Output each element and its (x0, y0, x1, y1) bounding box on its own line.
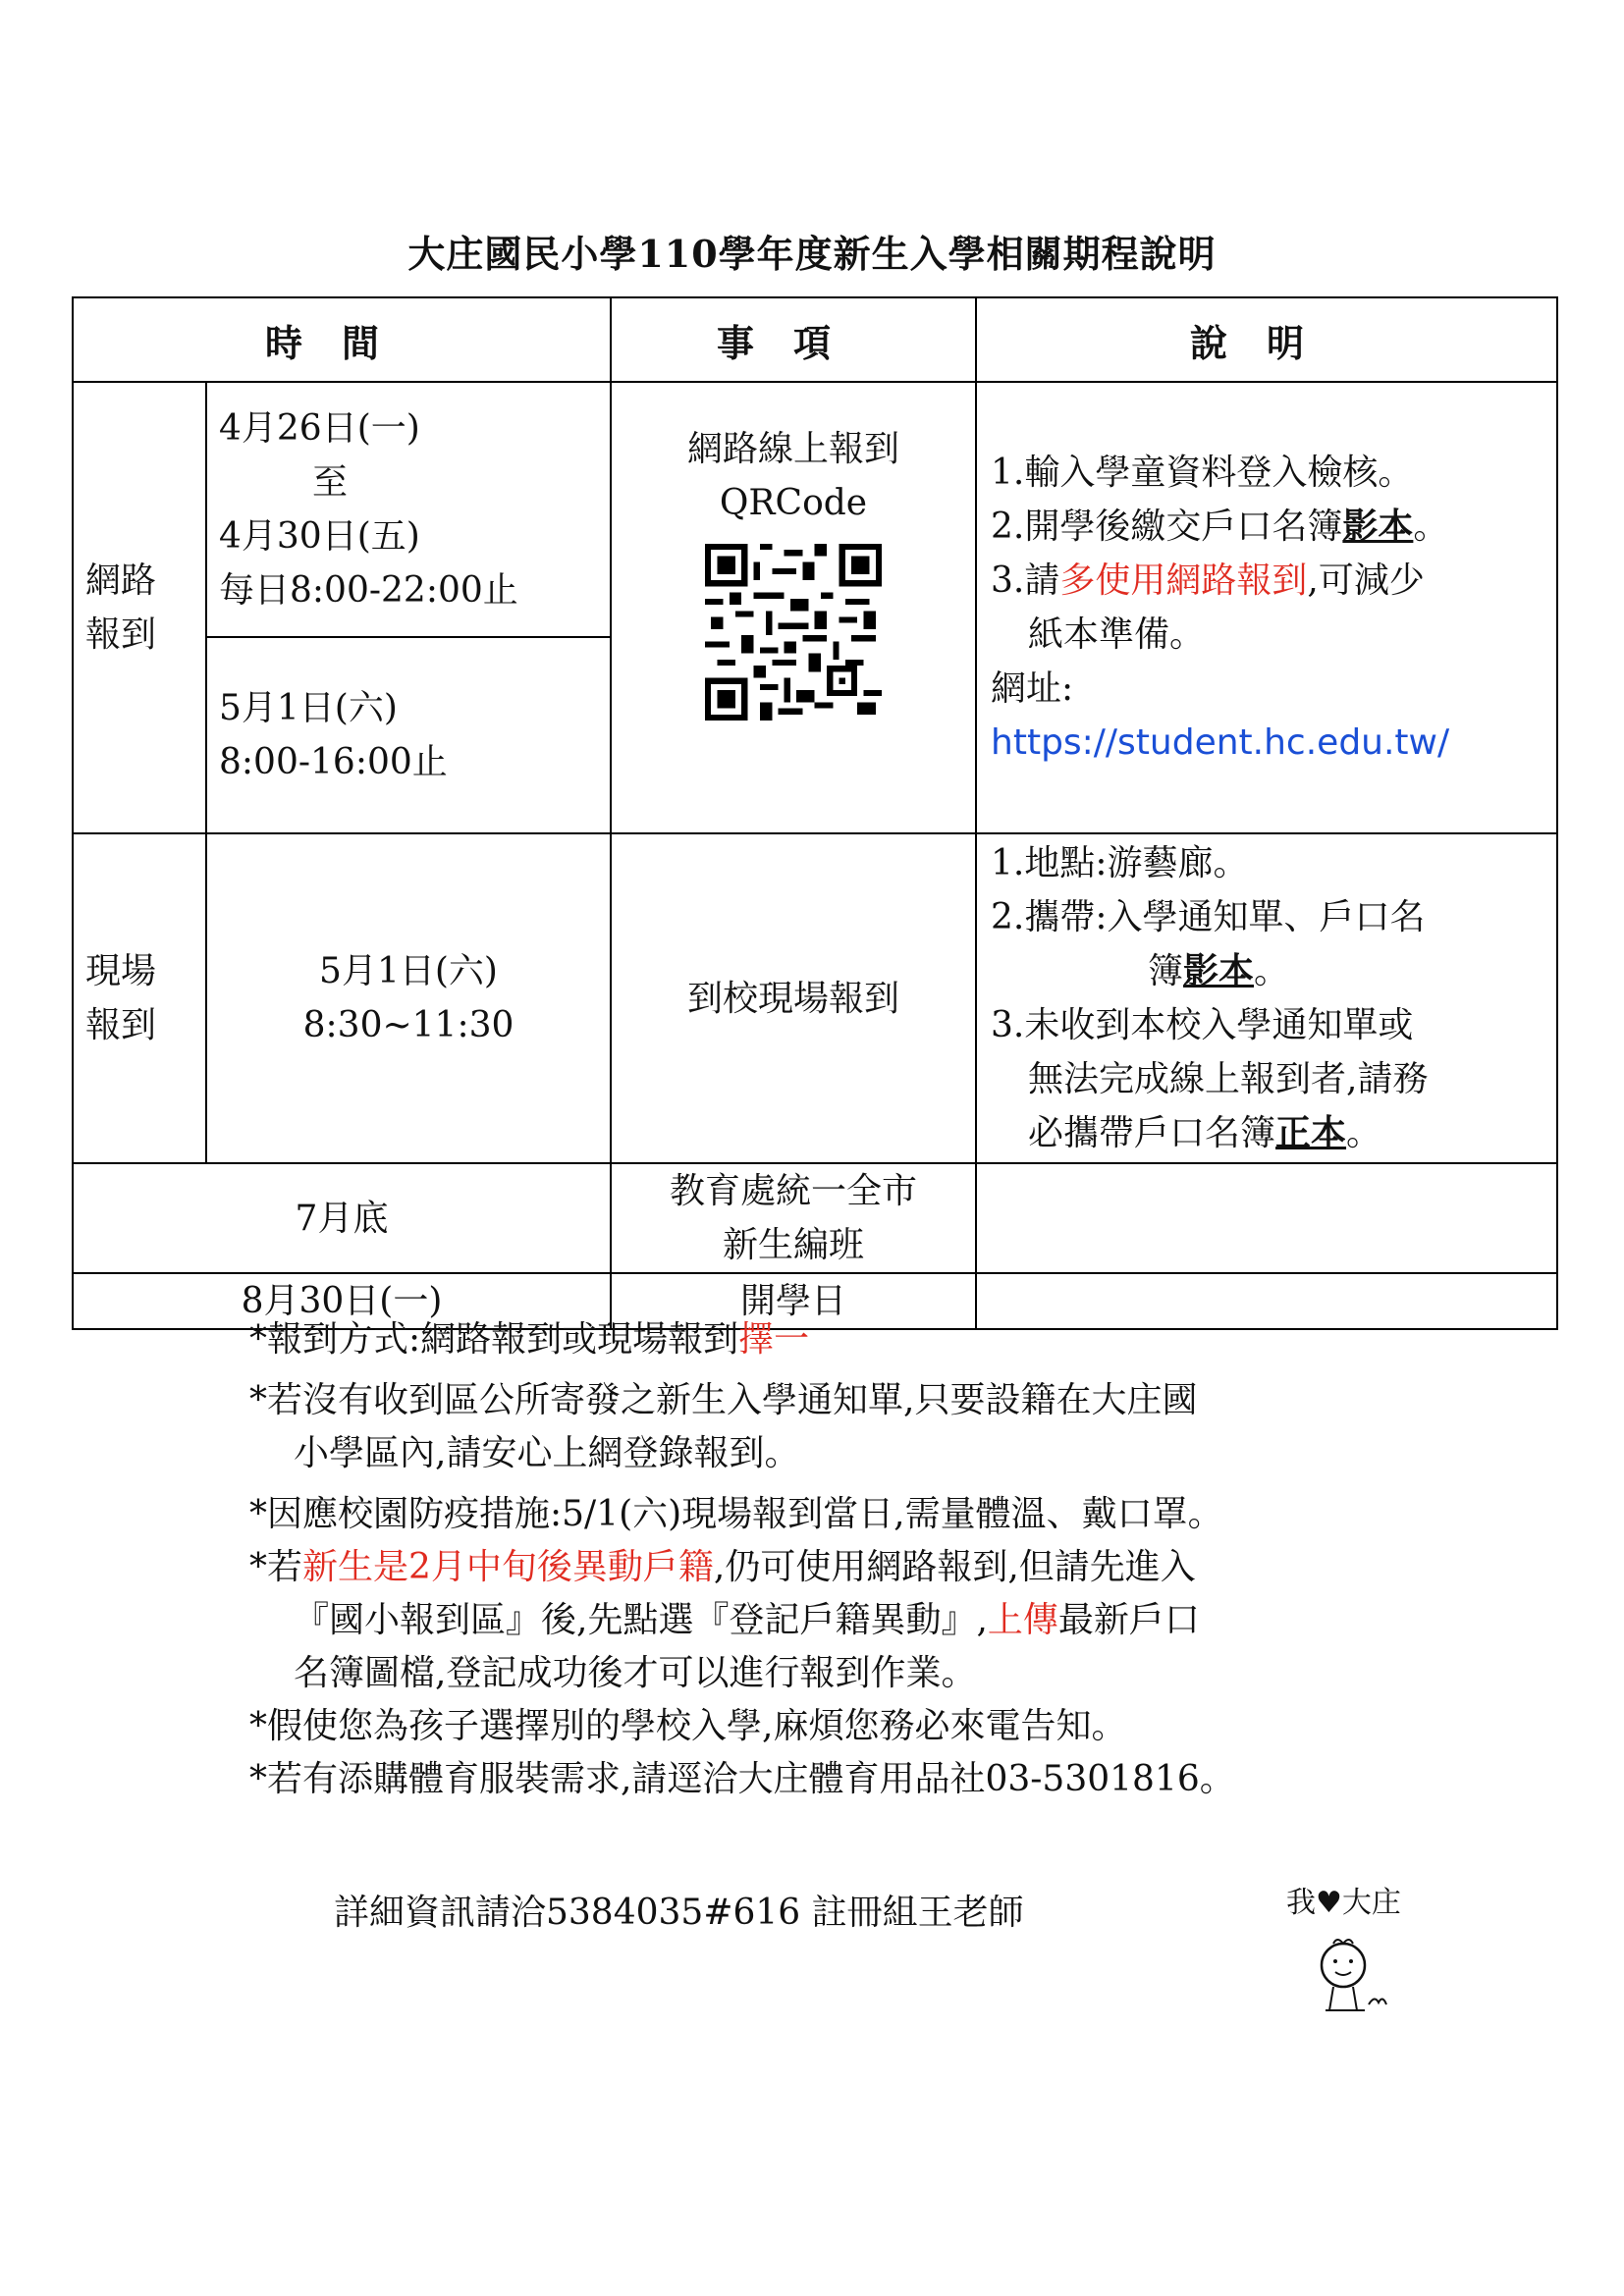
group-label: 報到 (85, 1005, 157, 1045)
july-time: 7月底 (73, 1163, 611, 1273)
group-label: 現場 (85, 951, 157, 991)
desc-line: 1.輸入學童資料登入檢核。 (991, 453, 1414, 493)
item-text: 新生編班 (723, 1225, 865, 1265)
period-text: 8:00-16:00止 (219, 742, 448, 782)
period-text: 4月26日(一) (219, 408, 420, 449)
group-label: 報到 (85, 614, 157, 655)
item-text: 教育處統一全市 (670, 1171, 918, 1211)
desc-line: 無法完成線上報到者,請務 (1028, 1059, 1429, 1099)
desc-line: 1.地點:游藝廊。 (991, 843, 1249, 883)
mascot-text: 我♥大庄 (1286, 1886, 1401, 1920)
registration-url-link[interactable]: https://student.hc.edu.tw/ (991, 722, 1450, 763)
note-line: *若沒有收到區公所寄發之新生入學通知單,只要設籍在大庄國 (249, 1380, 1198, 1420)
onsite-desc-cell (976, 833, 1557, 1163)
online-period-1 (206, 382, 611, 637)
august-time: 8月30日(一) (73, 1273, 611, 1329)
desc-line: 紙本準備。 (1028, 614, 1206, 655)
note-line: 『國小報到區』後,先點選『登記戶籍異動』,上傳最新戶口 (294, 1600, 1200, 1640)
qr-code-image[interactable] (705, 544, 882, 721)
period-text: 5月1日(六) (219, 688, 398, 728)
notes-section (249, 1313, 1235, 1806)
header-desc: 說明 (976, 297, 1557, 382)
onsite-item: 到校現場報到 (611, 833, 976, 1163)
august-item: 開學日 (611, 1273, 976, 1329)
group-label: 網路 (85, 561, 157, 601)
desc-line: 3.未收到本校入學通知單或 (991, 1005, 1414, 1045)
period-text: 4月30日(五) (219, 516, 420, 557)
period-text: 至 (312, 462, 349, 503)
online-group-cell (73, 382, 206, 833)
desc-line: 2.攜帶:入學通知單、戶口名 (991, 897, 1426, 937)
online-period-2 (206, 637, 611, 833)
period-text: 8:30~11:30 (302, 1005, 514, 1045)
note-line: 小學區內,請安心上網登錄報到。 (294, 1433, 800, 1473)
desc-line: 2.開學後繳交戶口名簿影本。 (991, 506, 1449, 547)
table-row (73, 1163, 1557, 1273)
period-text: 5月1日(六) (319, 951, 498, 991)
item-text: QRCode (719, 483, 868, 523)
desc-line: 簿影本。 (1148, 950, 1290, 991)
item-text: 網路線上報到 (687, 429, 900, 469)
period-text: 每日8:00-22:00止 (219, 570, 518, 611)
july-item (611, 1163, 976, 1273)
online-desc-cell (976, 382, 1557, 833)
onsite-group-cell (73, 833, 206, 1163)
july-desc (976, 1163, 1557, 1273)
note-line: *報到方式:網路報到或現場報到擇一 (249, 1319, 810, 1360)
onsite-period (206, 833, 611, 1163)
note-line: *假使您為孩子選擇別的學校入學,麻煩您務必來電告知。 (249, 1706, 1127, 1746)
desc-line: 網址: (991, 668, 1074, 709)
table-row (73, 382, 1557, 637)
header-time: 時間 (73, 297, 611, 382)
contact-info: 詳細資訊請洽5384035#616 註冊組王老師 (334, 1893, 1024, 1933)
note-line: *因應校園防疫措施:5/1(六)現場報到當日,需量體溫、戴口罩。 (249, 1494, 1223, 1534)
table-row (73, 833, 1557, 1163)
online-item-cell (611, 382, 976, 833)
schedule-table (72, 296, 1558, 1330)
header-item: 事項 (611, 297, 976, 382)
note-line: 名簿圖檔,登記成功後才可以進行報到作業。 (294, 1653, 977, 1693)
note-line: *若有添購體育服裝需求,請逕洽大庄體育用品社03-5301816。 (249, 1759, 1235, 1799)
desc-line: 3.請多使用網路報到,可減少 (991, 561, 1425, 601)
desc-line: 必攜帶戶口名簿正本。 (1028, 1112, 1382, 1153)
table-header-row (73, 297, 1557, 382)
note-line: *若新生是2月中旬後異動戶籍,仍可使用網路報到,但請先進入 (249, 1547, 1196, 1587)
mascot-logo (1286, 1875, 1443, 2022)
page-title: 大庄國民小學110學年度新生入學相關期程說明 (407, 232, 1217, 276)
